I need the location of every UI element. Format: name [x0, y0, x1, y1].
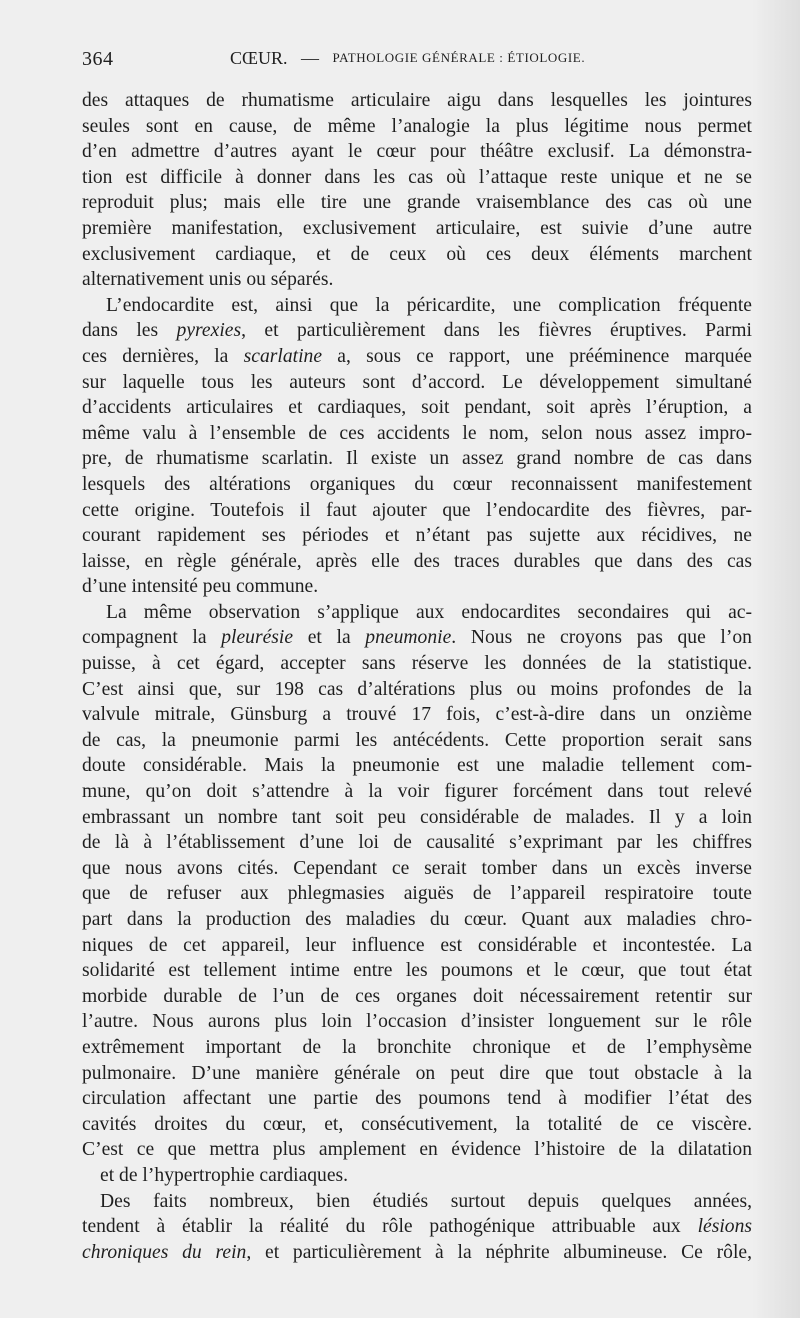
text-line: alternativement unis ou séparés.	[82, 269, 334, 291]
italic-term: pleurésie	[221, 627, 294, 649]
italic-term: scarlatine	[243, 345, 323, 367]
text-line: d’une intensité peu commune.	[82, 576, 319, 598]
text-line: d’accidents articulaires et cardiaques, soit pendant, soit après l’éruption, a	[82, 397, 752, 419]
text-line: d’en admettre d’autres ayant le cœur pour théâtre exclusif. La démonstra-	[82, 141, 752, 163]
text-line: sur laquelle tous les auteurs sont d’accord. Le développement simultané	[82, 371, 752, 393]
text-line: que de refuser aux phlegmasies aiguës de l’appareil respiratoire toute	[82, 883, 752, 905]
text-line: de cas, la pneumonie parmi les antécédents. Cette proportion serait sans	[82, 729, 752, 751]
text-line: lesquels des altérations organiques du cœur reconnaissent manifestement	[82, 473, 752, 495]
italic-term: pneumonie	[365, 627, 452, 649]
page-number: 364	[82, 48, 114, 70]
text-line: part dans la production des maladies du cœur. Quant aux maladies chro-	[82, 909, 752, 930]
text-line: et de l’hypertrophie cardiaques.	[100, 1164, 349, 1186]
text-line: laisse, en règle générale, après elle des traces durables que dans des cas	[82, 550, 752, 572]
text-line: morbide durable de l’un de ces organes doit nécessairement retentir sur	[82, 985, 752, 1007]
text-line: première manifestation, exclusivement articulaire, est suivie d’une autre	[82, 217, 752, 239]
running-header	[82, 48, 752, 78]
text-line: courant rapidement ses périodes et n’étant pas sujette aux récidives, ne	[82, 525, 752, 547]
text-line: C’est ce que mettra plus amplement en évidence l’histoire de la dilatation	[82, 1139, 752, 1161]
text-line: l’autre. Nous aurons plus loin l’occasion d’insister longuement sur le rôle	[82, 1011, 752, 1033]
text-line-with-italic: ces dernières, la scarlatine a, sous ce rapport, une prééminence marquée	[82, 345, 752, 367]
italic-term: lésions	[697, 1216, 752, 1238]
page-edge-shadow	[752, 0, 800, 1318]
text-line-with-italic: tendent à établir la réalité du rôle pathogénique attribuable aux lésions	[82, 1216, 752, 1238]
body-text	[82, 88, 752, 1265]
text-line: C’est ainsi que, sur 198 cas d’altérations plus ou moins profondes de la	[82, 678, 752, 700]
text-line: Des faits nombreux, bien étudiés surtout depuis quelques années,	[100, 1190, 752, 1212]
text-line: extrêmement important de la bronchite chronique et de l’emphysème	[82, 1036, 752, 1058]
italic-term: pyrexies	[176, 320, 242, 342]
text-line: L’endocardite est, ainsi que la péricardite, une complication fréquente	[106, 294, 752, 316]
text-line: tion est difficile à donner dans les cas où l’attaque reste unique et ne se	[82, 166, 752, 188]
text-line: mune, qu’on doit s’attendre à la voir figurer forcément dans tout relevé	[82, 781, 752, 803]
text-line-with-italic: chroniques du rein, et particulièrement à la néphrite albumineuse. Ce rôle,	[82, 1241, 753, 1263]
text-line: valvule mitrale, Günsburg a trouvé 17 fois, c’est-à-dire dans un onzième	[82, 704, 752, 726]
text-line: que nous avons cités. Cependant ce serait tomber dans un excès inverse	[82, 857, 752, 879]
text-line: même valu à l’ensemble de ces accidents le nom, selon nous assez impro-	[82, 422, 752, 444]
text-line: doute considérable. Mais la pneumonie est une maladie tellement com-	[82, 755, 752, 777]
text-line: pulmonaire. D’une manière générale on peut dire que tout obstacle à la	[82, 1062, 752, 1084]
italic-term: chroniques du rein	[82, 1241, 247, 1263]
text-line: cette origine. Toutefois il faut ajouter que l’endocardite des fièvres, par-	[82, 499, 752, 521]
text-line-with-italic: compagnent la pleurésie et la pneumonie. Nous ne croyons pas que l’on	[82, 627, 752, 649]
running-title	[230, 48, 585, 69]
text-line: des attaques de rhumatisme articulaire aigu dans lesquelles les jointures	[82, 90, 752, 111]
text-line: pre, de rhumatisme scarlatin. Il existe un assez grand nombre de cas dans	[82, 448, 752, 470]
text-line: embrassant un nombre tant soit peu considérable de malades. Il y a loin	[82, 806, 752, 828]
text-line: de là à l’établissement d’une loi de causalité s’exprimant par les chiffres	[82, 832, 752, 854]
text-line: niques de cet appareil, leur influence est considérable et incontestée. La	[82, 934, 752, 956]
text-line: seules sont en cause, de même l’analogie la plus légitime nous permet	[82, 115, 752, 137]
text-line: exclusivement cardiaque, et de ceux où ces deux éléments marchent	[82, 243, 752, 265]
text-line: reproduit plus; mais elle tire une grande vraisemblance des cas où une	[82, 192, 752, 214]
running-title-section: PATHOLOGIE GÉNÉRALE : ÉTIOLOGIE.	[332, 50, 586, 65]
text-line: solidarité est tellement intime entre les poumons et le cœur, que tout état	[82, 960, 752, 982]
text-line: circulation affectant une partie des poumons tend à modifier l’état des	[82, 1088, 752, 1110]
running-title-dash: —	[301, 48, 320, 68]
text-line-with-italic: dans les pyrexies, et particulièrement dans les fièvres éruptives. Parmi	[82, 320, 752, 342]
text-line: cavités droites du cœur, et, consécutivement, la totalité de ce viscère.	[82, 1113, 752, 1135]
running-title-main: CŒUR.	[230, 48, 288, 68]
text-line: La même observation s’applique aux endocardites secondaires qui ac-	[106, 601, 752, 623]
text-line: puisse, à cet égard, accepter sans réserve les données de la statistique.	[82, 653, 752, 675]
